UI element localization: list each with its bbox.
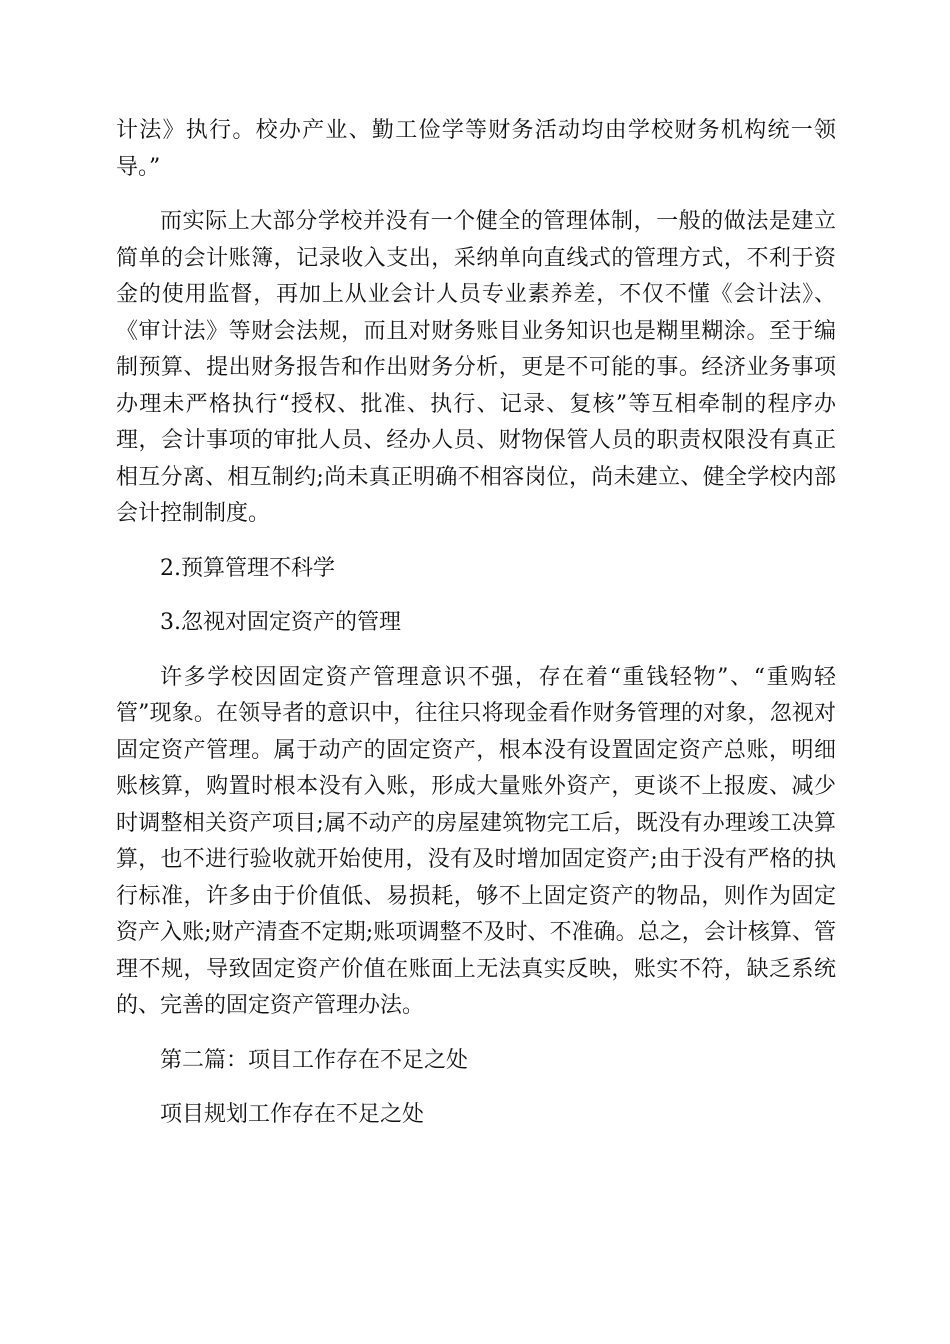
heading-project-planning: 项目规划工作存在不足之处	[160, 1102, 425, 1127]
paragraph-management-system: 而实际上大部分学校并没有一个健全的管理体制，一般的做法是建立简单的会计账簿，记录收入支出，采纳单向直线式的管理方式，不利于资金的使用监督，再加上从业会计人员专业素养差，不仅不懂《会计法》、《审计法》等财会法规，而且对财务账目业务知识也是糊里糊涂。至于编制预算、提出财务报告和作出财务分析，更是不可能的事。经济业务事项办理未严格执行“授权、批准、执行、记录、复核”等互相牵制的程序办理，会计事项的审批人员、经办人员、财物保管人员的职责权限没有真正相互分离、相互制约;尚未真正明确不相容岗位，尚未建立、健全学校内部会计控制制度。	[116, 209, 836, 526]
heading-budget-management: 2.预算管理不科学	[160, 555, 335, 581]
document-body	[116, 113, 836, 1152]
heading-fixed-assets: 3.忽视对固定资产的管理	[160, 610, 401, 635]
heading-second-article: 第二篇：项目工作存在不足之处	[160, 1047, 469, 1073]
paragraph-fixed-assets: 许多学校因固定资产管理意识不强，存在着“重钱轻物”、“重购轻管”现象。在领导者的意识中，往往只将现金看作财务管理的对象，忽视对固定资产管理。属于动产的固定资产，根本没有设置固定资产总账，明细账核算，购置时根本没有入账，形成大量账外资产，更谈不上报废、减少时调整相关资产项目;属不动产的房屋建筑物完工后，既没有办理竣工决算算，也不进行验收就开始使用，没有及时增加固定资产;由于没有严格的执行标准，许多由于价值低、易损耗，够不上固定资产的物品，则作为固定资产入账;财产清查不定期;账项调整不及时、不准确。总之，会计核算、管理不规，导致固定资产价值在账面上无法真实反映，账实不符，缺乏系统的、完善的固定资产管理办法。	[116, 664, 836, 1018]
paragraph-continuation: 计法》执行。校办产业、勤工俭学等财务活动均由学校财务机构统一领导。”	[116, 118, 836, 180]
